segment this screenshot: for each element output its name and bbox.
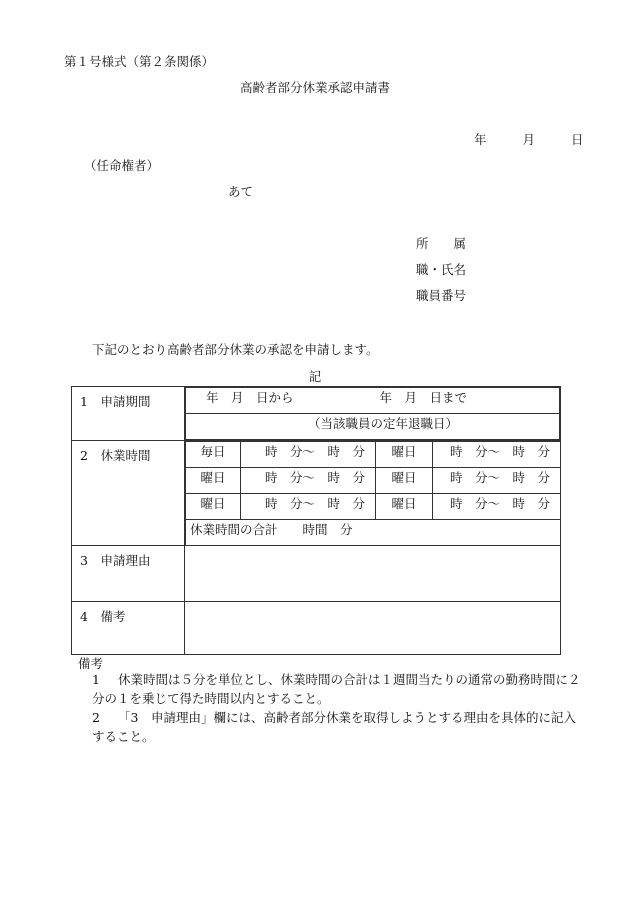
page-title: 高齢者部分休業承認申請書: [239, 80, 390, 95]
note-text: 休業時間は５分を単位とし、休業時間の合計は１週間当たりの通常の勤務時間に２分の１を乗じて得た時間以内とすること。: [92, 672, 581, 706]
schedule-row: [186, 442, 561, 468]
day-cell[interactable]: 曜日: [376, 468, 433, 494]
period-cell: [185, 387, 561, 441]
time-range-cell[interactable]: 時 分～ 時 分: [241, 494, 376, 520]
request-statement: 下記のとおり高齢者部分休業の承認を申請します。: [92, 342, 379, 357]
addressee-label: あて: [228, 184, 254, 199]
time-range-cell[interactable]: 時 分～ 時 分: [241, 442, 376, 468]
note-text: 「3 申請理由」欄には、高齢者部分休業を取得しようとする理由を具体的に記入すること。: [92, 710, 576, 744]
reason-label: 3 申請理由: [72, 546, 185, 602]
date-day: 日: [570, 132, 584, 147]
remarks-label: 4 備考: [72, 602, 185, 655]
time-range-cell[interactable]: 時 分～ 時 分: [433, 442, 561, 468]
date-month: 月: [522, 132, 535, 147]
time-range-cell[interactable]: 時 分～ 時 分: [433, 494, 561, 520]
appointer-label: （任命権者）: [84, 158, 160, 173]
note-item: [92, 670, 582, 708]
day-cell[interactable]: 曜日: [376, 442, 433, 468]
time-range-cell[interactable]: 時 分～ 時 分: [241, 468, 376, 494]
remarks-field[interactable]: [185, 602, 561, 655]
reason-field[interactable]: [185, 546, 561, 602]
schedule-row: [186, 468, 561, 494]
affiliation-label: 所 属: [416, 236, 467, 251]
hours-label: 2 休業時間: [72, 441, 185, 546]
form-number: 第１号様式（第２条関係）: [64, 54, 215, 69]
schedule-row: [186, 494, 561, 520]
period-note: （当該職員の定年退職日）: [186, 414, 560, 440]
day-cell[interactable]: 曜日: [186, 494, 241, 520]
period-to[interactable]: 年 月 日まで: [379, 390, 467, 405]
staff-number-label: 職員番号: [416, 288, 467, 303]
note-item: [92, 708, 582, 746]
period-label: 1 申請期間: [72, 387, 185, 441]
name-label: 職・氏名: [416, 262, 467, 277]
date-year: 年: [474, 132, 487, 147]
period-from[interactable]: 年 月 日から: [206, 390, 294, 405]
note-number: 2: [92, 710, 100, 725]
total-hours[interactable]: 休業時間の合計 時間 分: [186, 520, 561, 546]
day-cell[interactable]: 曜日: [376, 494, 433, 520]
note-number: 1: [92, 672, 100, 687]
date-line: [474, 130, 583, 148]
hours-cell: [185, 441, 561, 546]
notes-title: 備考: [78, 656, 104, 671]
day-cell[interactable]: 毎日: [186, 442, 241, 468]
application-table: [71, 386, 561, 655]
time-range-cell[interactable]: 時 分～ 時 分: [433, 468, 561, 494]
day-cell[interactable]: 曜日: [186, 468, 241, 494]
ki-label: 記: [308, 369, 322, 384]
